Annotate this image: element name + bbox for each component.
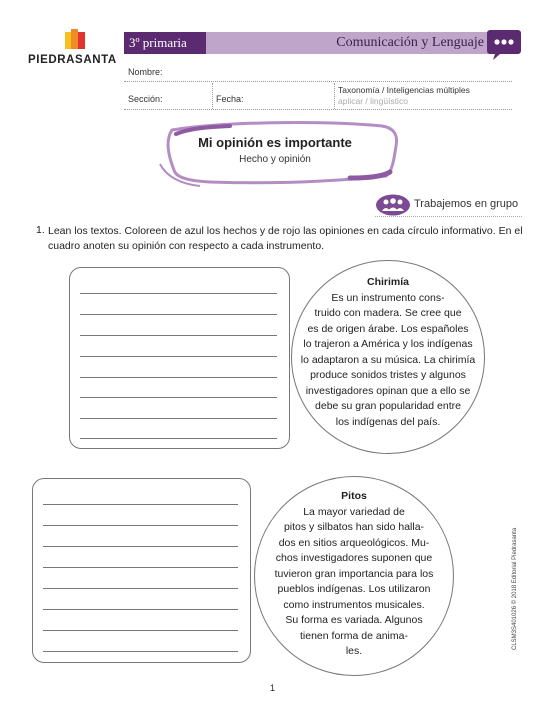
- activity-subtitle: Hecho y opinión: [239, 154, 311, 165]
- text-line: lo trajeron a América y los indígenas: [303, 338, 473, 350]
- writing-line: [43, 567, 238, 568]
- writing-line: [43, 525, 238, 526]
- publisher-logo-text: PIEDRASANTA: [28, 54, 117, 66]
- writing-line: [80, 293, 277, 294]
- field-divider: [334, 83, 335, 109]
- taxonomy-label: Taxonomía / Inteligencias múltiples: [338, 85, 470, 95]
- text-line: les.: [345, 645, 363, 657]
- group-divider: [375, 216, 522, 217]
- text-line: La mayor variedad de: [303, 505, 405, 518]
- text-line: chos investigadores suponen que: [275, 552, 433, 564]
- date-field-label: Fecha:: [216, 94, 244, 104]
- writing-line: [80, 377, 277, 378]
- writing-line: [43, 630, 238, 631]
- text-line: lo adaptaron a su música. La chirimía: [300, 353, 476, 366]
- grade-label: 3º primaria: [124, 32, 206, 54]
- text-line: truido con madera. Se cree que: [314, 307, 462, 319]
- info-text-pitos: [256, 489, 452, 660]
- text-line: Es un instrumento cons-: [331, 291, 445, 304]
- text-line: pitos y silbatos han sido halla-: [283, 521, 425, 533]
- writing-line: [43, 546, 238, 547]
- instruction-text: Lean los textos. Coloreen de azul los hechos y de rojo las opiniones en cada círculo informativo. En el cuadro anoten su opinión con respecto a cada instrumento.: [48, 225, 523, 252]
- name-field-label: Nombre:: [128, 67, 163, 77]
- field-divider: [212, 83, 213, 109]
- instruction-number: 1.: [36, 224, 45, 236]
- piedrasanta-logo-icon: [65, 29, 85, 49]
- text-line: investigadores opinan que a ello se: [305, 384, 471, 397]
- page-number: 1: [270, 683, 276, 693]
- text-line: como instrumentos musicales.: [283, 598, 425, 611]
- writing-line: [80, 335, 277, 336]
- info-title-chirimia: Chirimía: [366, 276, 409, 288]
- writing-line: [43, 651, 238, 652]
- copyright-code: CLSM3S401026 © 2018 Editorial Piedrasanta: [512, 527, 518, 650]
- info-text-chirimia: [293, 275, 483, 430]
- writing-line: [43, 609, 238, 610]
- speech-bubble-icon: [486, 25, 522, 61]
- activity-title: Mi opinión es importante: [198, 135, 352, 150]
- text-line: dos en sitios arqueológicos. Mu-: [278, 536, 430, 549]
- group-work-label: Trabajemos en grupo: [414, 198, 519, 210]
- opinion-box-pitos[interactable]: [32, 478, 251, 663]
- writing-line: [43, 504, 238, 505]
- section-field-label: Sección:: [128, 94, 163, 104]
- text-line: debe su gran popularidad entre: [315, 400, 461, 412]
- writing-line: [80, 418, 277, 419]
- text-line: tienen forma de anima-: [300, 629, 408, 642]
- text-line: tuvieron gran importancia para los: [274, 567, 434, 580]
- text-line: es de origen árabe. Los españoles: [307, 322, 469, 335]
- text-line: Su forma es variada. Algunos: [285, 614, 423, 626]
- subject-title: Comunicación y Lenguaje: [206, 32, 496, 54]
- writing-line: [43, 588, 238, 589]
- writing-line: [80, 438, 277, 439]
- name-field[interactable]: [124, 81, 512, 82]
- info-title-pitos: Pitos: [341, 490, 367, 502]
- taxonomy-values: aplicar / lingüístico: [338, 96, 408, 106]
- opinion-box-chirimia[interactable]: [69, 267, 290, 449]
- group-people-icon: [375, 194, 411, 216]
- text-line: pueblos indígenas. Los utilizaron: [277, 583, 431, 595]
- writing-line: [80, 397, 277, 398]
- text-line: los indígenas del país.: [335, 415, 441, 428]
- writing-line: [80, 314, 277, 315]
- writing-line: [80, 356, 277, 357]
- text-line: produce sonidos tristes y algunos: [310, 369, 466, 381]
- section-date-field[interactable]: [124, 109, 512, 110]
